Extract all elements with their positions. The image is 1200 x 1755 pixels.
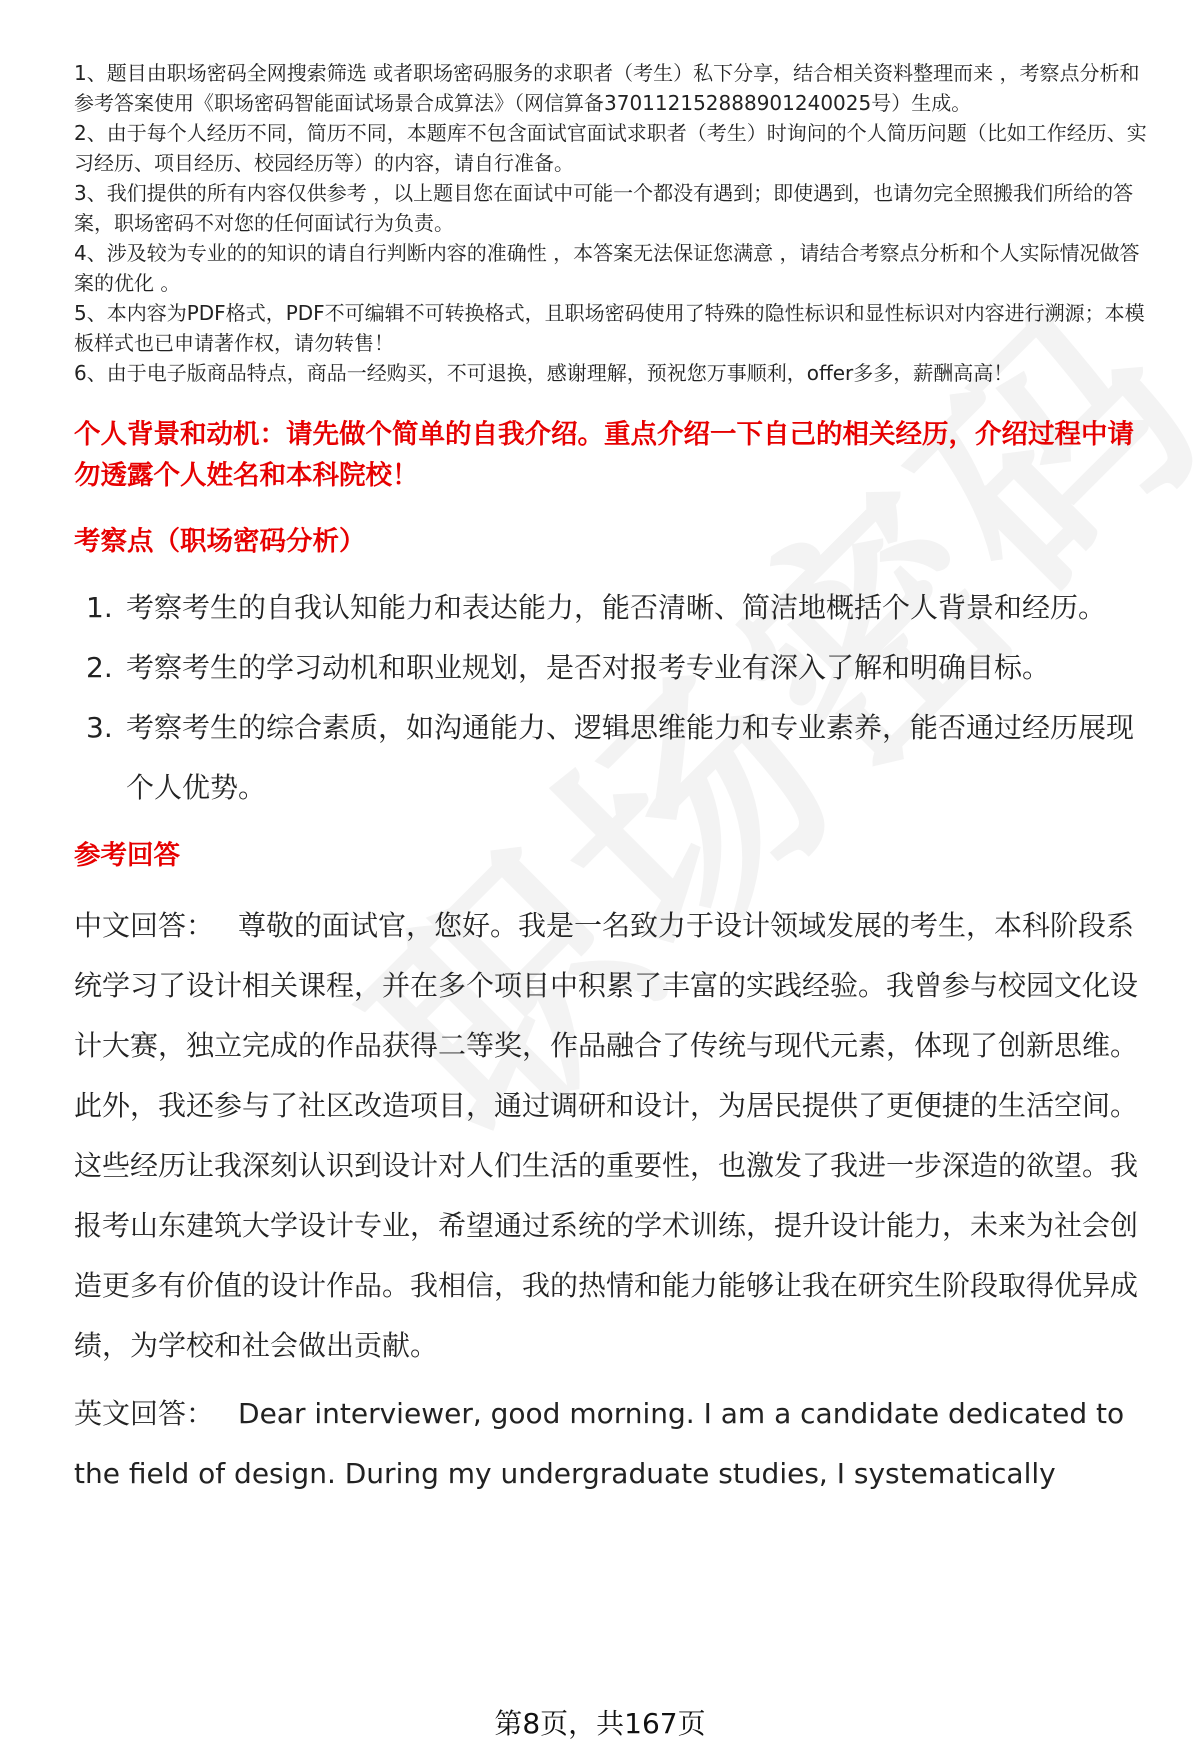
- answer-chinese-text: 尊敬的面试官，您好。我是一名致力于设计领域发展的考生，本科阶段系统学习了设计相关课程，并在多个项目中积累了丰富的实践经验。我曾参与校园文化设计大赛，独立完成的作品获得二等奖，作品融合了传统与现代元素，体现了创新思维。此外，我还参与了社区改造项目，通过调研和设计，为居民提供了更便捷的生活空间。这些经历让我深刻认识到设计对人们生活的重要性，也激发了我进一步深造的欲望。我报考山东建筑大学设计专业，希望通过系统的学术训练，提升设计能力，未来为社会创造更多有价值的设计作品。我相信，我的热情和能力能够让我在研究生阶段取得优异成绩，为学校和社会做出贡献。: [74, 909, 1139, 1362]
- answer-english-text: Dear interviewer, good morning. I am a candidate dedicated to the field of design. During my undergraduate studies, I systematically: [74, 1397, 1125, 1490]
- analysis-item-number: 1.: [86, 591, 113, 624]
- disclaimer-item: 2、由于每个人经历不同，简历不同，本题库不包含面试官面试求职者（考生）时询问的个人简历问题（比如工作经历、实习经历、项目经历、校园经历等）的内容，请自行准备。: [74, 121, 1147, 175]
- analysis-item-number: 3.: [86, 711, 113, 744]
- disclaimer: [74, 58, 1154, 388]
- analysis-item: [74, 638, 1154, 698]
- answer-chinese-label: 中文回答：: [74, 909, 215, 942]
- disclaimer-item: 3、我们提供的所有内容仅供参考 ，以上题目您在面试中可能一个都没有遇到；即使遇到，也请勿完全照搬我们所给的答案，职场密码不对您的任何面试行为负责。: [74, 181, 1134, 235]
- analysis-item-text: 考察考生的综合素质，如沟通能力、逻辑思维能力和专业素养，能否通过经历展现个人优势。: [126, 711, 1135, 804]
- analysis-heading: 考察点（职场密码分析）: [74, 526, 366, 557]
- analysis-item-text: 考察考生的学习动机和职业规划，是否对报考专业有深入了解和明确目标。: [126, 651, 1051, 684]
- disclaimer-item: 1、题目由职场密码全网搜索筛选 或者职场密码服务的求职者（考生）私下分享，结合相关资料整理而来 ，考察点分析和参考答案使用《职场密码智能面试场景合成算法》（网信算备370112152888901240025号）生成。: [74, 61, 1140, 115]
- page-number: 第8页，共167页: [494, 1707, 706, 1740]
- answer-chinese: [74, 896, 1154, 1376]
- page-content: [74, 58, 1154, 1504]
- disclaimer-item: 6、由于电子版商品特点，商品一经购买，不可退换，感谢理解，预祝您万事顺利，offer多多，薪酬高高！: [74, 361, 1014, 385]
- analysis-item-text: 考察考生的自我认知能力和表达能力，能否清晰、简洁地概括个人背景和经历。: [126, 591, 1107, 624]
- analysis-item: [74, 698, 1154, 818]
- answer-english: [74, 1384, 1154, 1504]
- analysis-item-number: 2.: [86, 651, 113, 684]
- answer-heading: 参考回答: [74, 840, 180, 871]
- analysis-item: [74, 578, 1154, 638]
- analysis-list: [74, 578, 1154, 818]
- disclaimer-item: 4、涉及较为专业的的知识的请自行判断内容的准确性 ，本答案无法保证您满意 ，请结合考察点分析和个人实际情况做答案的优化 。: [74, 241, 1140, 295]
- answer-english-label: 英文回答：: [74, 1397, 215, 1430]
- disclaimer-item: 5、本内容为PDF格式，PDF不可编辑不可转换格式，且职场密码使用了特殊的隐性标识和显性标识对内容进行溯源；本模板样式也已申请著作权，请勿转售！: [74, 301, 1145, 355]
- question-title: 个人背景和动机：请先做个简单的自我介绍。重点介绍一下自己的相关经历，介绍过程中请勿透露个人姓名和本科院校！: [74, 419, 1134, 491]
